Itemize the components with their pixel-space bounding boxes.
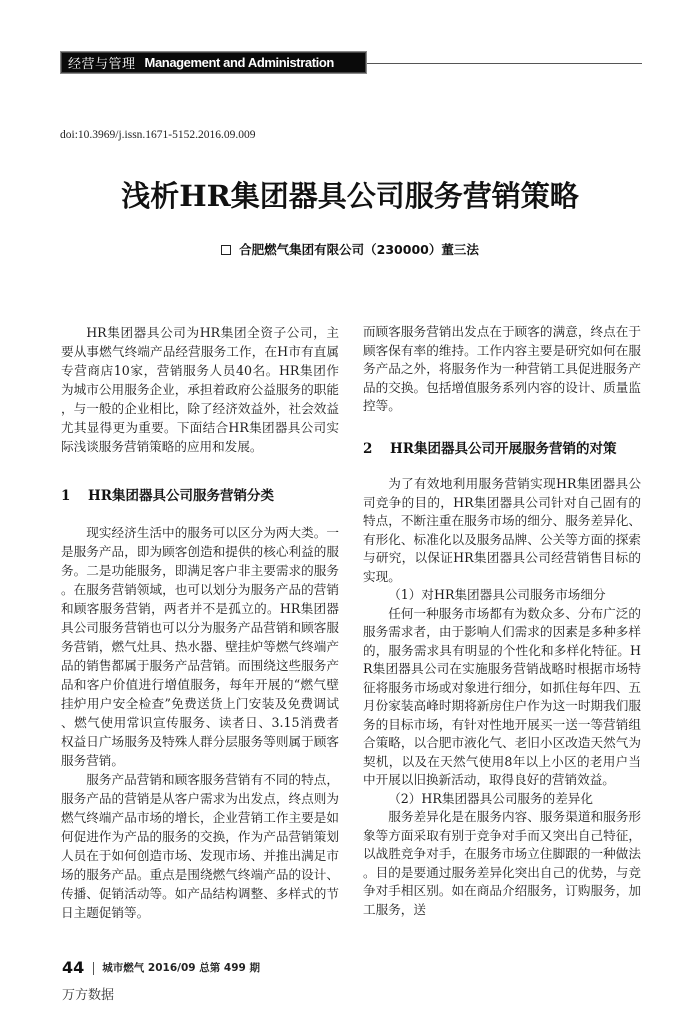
page-footer bbox=[62, 958, 260, 978]
spacer bbox=[61, 506, 339, 523]
subsection-2-heading: （2）HR集团器具公司服务的差异化 bbox=[388, 790, 593, 806]
intro-paragraph: HR集团器具公司为HR集团全资子公司，主要从事燃气终端产品经营服务工作，在H市有直属专营商店10家，营销服务人员40名。HR集团作为城市公用服务企业，承担着政府公益服务的职能，与一般的企业相比，除了经济效益外，社会效益尤其显得更为重要。下面结合HR集团器具公司实际浅谈服务营销策略的应用和发展。 bbox=[61, 325, 339, 454]
subsection-1-heading: （1）对HR集团器具公司服务市场细分 bbox=[388, 587, 606, 602]
section-2-heading bbox=[363, 440, 641, 459]
spacer bbox=[61, 456, 339, 487]
section-title-en: Management and Administration bbox=[144, 55, 334, 70]
section-2-paragraph-1: 为了有效地利用服务营销实现HR集团器具公司竞争的目的，HR集团器具公司针对自己固有的特点，不断注重在服务市场的细分、服务差异化、有形化、标准化以及服务品牌、公关等方面的探索与研究，以保证HR集团器具公司经营销售目标的实现。 bbox=[363, 476, 641, 584]
section-2-number: 2 bbox=[363, 440, 373, 457]
article-title: 浅析HR集团器具公司服务营销策略 bbox=[121, 179, 579, 213]
section-1-paragraph-2: 服务产品营销和顾客服务营销有不同的特点，服务产品的营销是从客户需求为出发点，终点则为燃气终端产品市场的增长，企业营销工作主要是如何促进作为产品的服务的交换，作为产品营销策划人员在于如何创造市场、发现市场、并推出满足市场的服务产品。重点是围绕燃气终端产品的设计、传播、促销活动等。如产品结构调整、多样式的节日主题促销等。 bbox=[61, 772, 339, 920]
section-1-paragraph-1: 现实经济生活中的服务可以区分为两大类。一是服务产品，即为顾客创造和提供的核心利益的服务。二是功能服务，即满足客户非主要需求的服务。在服务营销领域，也可以划分为服务产品的营销和顾客服务营销，两者并不是孤立的。HR集团器具公司服务营销也可以分为服务产品营销和顾客服务营销，燃气灶具、热水器、壁挂炉等燃气终端产品的销售都属于服务产品营销。而围绕这些服务产品和客户价值进行增值服务，每年开展的“燃气壁挂炉用户安全检查”免费送货上门安装及免费调试、燃气使用常识宣传服务、读者日、3.15消费者权益日广场服务及特殊人群分层服务等则属于顾客服务营销。 bbox=[61, 525, 339, 768]
subsection-1-paragraph: 任何一种服务市场都有为数众多、分布广泛的服务需求者，由于影响人们需求的因素是多种多样的，服务需求具有明显的个性化和多样化特征。HR集团器具公司在实施服务营销战略时根据市场特征将服务市场或对象进行细分，如抓住每年四、五月份家装高峰时期将新房住户作为这一时期我们服务的目标市场，有针对性地开展买一送一等营销组合策略，以合肥市液化气、老旧小区改造天然气为契机，以及在天然气使用8年以上小区的老用户当中开展以旧换新活动，取得良好的营销效益。 bbox=[363, 605, 641, 787]
section-header-banner bbox=[60, 51, 367, 74]
header-rule-divider bbox=[367, 63, 642, 64]
source-watermark: 万方数据 bbox=[62, 988, 115, 1003]
section-title-cn: 经营与管理 bbox=[68, 57, 136, 72]
section-1-number: 1 bbox=[61, 488, 71, 504]
left-column bbox=[61, 323, 339, 933]
footer-separator bbox=[93, 962, 94, 975]
continued-paragraph: 而顾客服务营销出发点在于顾客的满意，终点在于顾客保有率的维持。工作内容主要是研究如何在服务产品之外，将服务作为一种营销工具促进服务产品的交换。包括增值服务系列内容的设计、质量监控等。 bbox=[363, 324, 641, 413]
journal-info: 城市燃气 2016/09 总第 499 期 bbox=[102, 962, 260, 974]
author-line bbox=[0, 241, 700, 259]
square-icon bbox=[221, 245, 231, 255]
section-1-title: HR集团器具公司服务营销分类 bbox=[88, 488, 274, 504]
section-2-title: HR集团器具公司开展服务营销的对策 bbox=[390, 440, 617, 457]
author-text: 合肥燃气集团有限公司（230000）董三法 bbox=[239, 242, 479, 257]
doi-text: doi:10.3969/j.issn.1671-5152.2016.09.009 bbox=[60, 129, 256, 141]
page-number: 44 bbox=[62, 958, 85, 977]
section-1-heading bbox=[61, 487, 339, 506]
spacer bbox=[363, 416, 641, 440]
spacer bbox=[363, 458, 641, 475]
subsection-2-paragraph: 服务差异化是在服务内容、服务渠道和服务形象等方面采取有别于竞争对手而又突出自己特征，以战胜竞争对手，在服务市场立住脚跟的一种做法。目的是要通过服务差异化突出自己的优势，与竞争对手相区别。如在商品介绍服务，订购服务，加工服务，送 bbox=[363, 809, 641, 917]
right-column bbox=[363, 323, 641, 933]
